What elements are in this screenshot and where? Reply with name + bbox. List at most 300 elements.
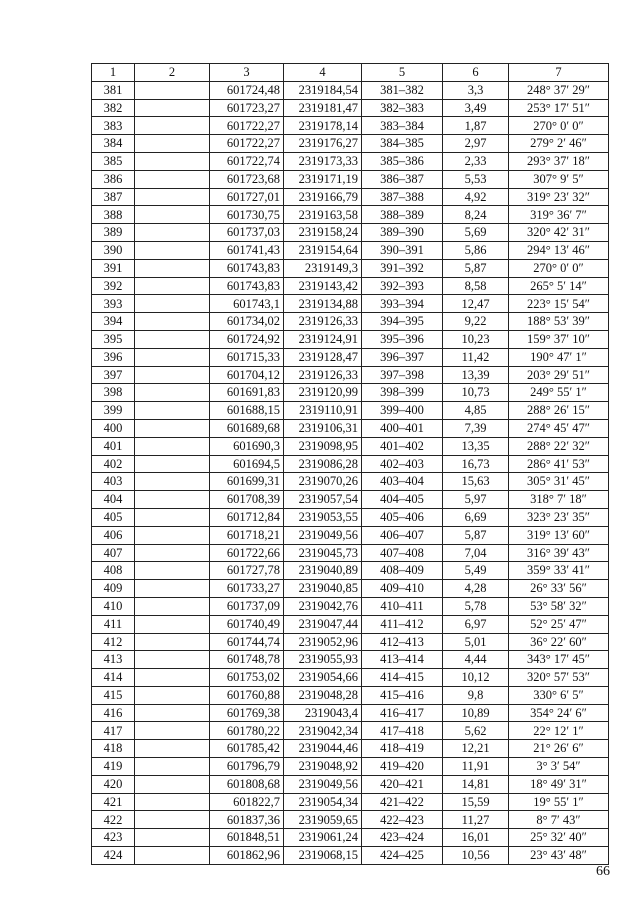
bearing-cell: 223° 15′ 54″ — [509, 295, 609, 313]
x-coordinate-cell: 601727,01 — [210, 188, 284, 206]
distance-cell: 6,97 — [443, 615, 509, 633]
x-coordinate-cell: 601743,1 — [210, 295, 284, 313]
bearing-cell: 286° 41′ 53″ — [509, 455, 609, 473]
segment-cell: 413–414 — [362, 651, 443, 669]
distance-cell: 9,8 — [443, 686, 509, 704]
point-number-cell: 402 — [92, 455, 135, 473]
bearing-cell: 293° 37′ 18″ — [509, 152, 609, 170]
y-coordinate-cell: 2319184,54 — [284, 81, 362, 99]
blank-cell-cell — [135, 793, 210, 811]
y-coordinate-cell: 2319054,34 — [284, 793, 362, 811]
y-coordinate-cell: 2319128,47 — [284, 348, 362, 366]
table-row — [92, 259, 609, 277]
x-coordinate-cell: 601808,68 — [210, 775, 284, 793]
y-coordinate-cell: 2319057,54 — [284, 491, 362, 509]
table-row — [92, 188, 609, 206]
bearing-cell: 25° 32′ 40″ — [509, 829, 609, 847]
y-coordinate-cell: 2319044,46 — [284, 740, 362, 758]
table-row — [92, 81, 609, 99]
bearing-cell: 270° 0′ 0″ — [509, 259, 609, 277]
table-row — [92, 366, 609, 384]
distance-cell: 2,33 — [443, 152, 509, 170]
point-number-cell: 386 — [92, 170, 135, 188]
table-row — [92, 758, 609, 776]
table-row — [92, 847, 609, 865]
table-row — [92, 740, 609, 758]
bearing-cell: 19° 55′ 1″ — [509, 793, 609, 811]
point-number-cell: 419 — [92, 758, 135, 776]
y-coordinate-cell: 2319173,33 — [284, 152, 362, 170]
bearing-cell: 26° 33′ 56″ — [509, 580, 609, 598]
distance-cell: 5,78 — [443, 597, 509, 615]
y-coordinate-cell: 2319163,58 — [284, 206, 362, 224]
point-number-cell: 400 — [92, 419, 135, 437]
table-row — [92, 384, 609, 402]
blank-cell-cell — [135, 580, 210, 598]
distance-cell: 7,39 — [443, 419, 509, 437]
bearing-cell: 305° 31′ 45″ — [509, 473, 609, 491]
segment-cell: 415–416 — [362, 686, 443, 704]
bearing-cell: 159° 37′ 10″ — [509, 330, 609, 348]
segment-cell: 396–397 — [362, 348, 443, 366]
point-number-cell: 409 — [92, 580, 135, 598]
distance-cell: 4,85 — [443, 402, 509, 420]
segment-cell: 417–418 — [362, 722, 443, 740]
segment-cell: 407–408 — [362, 544, 443, 562]
x-coordinate-cell: 601740,49 — [210, 615, 284, 633]
bearing-cell: 274° 45′ 47″ — [509, 419, 609, 437]
distance-cell: 5,62 — [443, 722, 509, 740]
x-coordinate-cell: 601691,83 — [210, 384, 284, 402]
y-coordinate-cell: 2319068,15 — [284, 847, 362, 865]
segment-cell: 402–403 — [362, 455, 443, 473]
point-number-cell: 410 — [92, 597, 135, 615]
x-coordinate-cell: 601743,83 — [210, 259, 284, 277]
distance-cell: 10,73 — [443, 384, 509, 402]
segment-cell: 406–407 — [362, 526, 443, 544]
blank-cell-cell — [135, 686, 210, 704]
distance-cell: 5,01 — [443, 633, 509, 651]
x-coordinate-cell: 601862,96 — [210, 847, 284, 865]
bearing-cell: 294° 13′ 46″ — [509, 241, 609, 259]
blank-cell-cell — [135, 313, 210, 331]
segment-cell: 398–399 — [362, 384, 443, 402]
y-coordinate-cell: 2319049,56 — [284, 775, 362, 793]
distance-cell: 15,63 — [443, 473, 509, 491]
point-number-cell: 389 — [92, 224, 135, 242]
x-coordinate-cell: 601733,27 — [210, 580, 284, 598]
distance-cell: 2,97 — [443, 135, 509, 153]
distance-cell: 7,04 — [443, 544, 509, 562]
column-header-4: 4 — [284, 64, 362, 82]
point-number-cell: 381 — [92, 81, 135, 99]
distance-cell: 14,81 — [443, 775, 509, 793]
segment-cell: 399–400 — [362, 402, 443, 420]
x-coordinate-cell: 601694,5 — [210, 455, 284, 473]
distance-cell: 5,97 — [443, 491, 509, 509]
y-coordinate-cell: 2319052,96 — [284, 633, 362, 651]
segment-cell: 392–393 — [362, 277, 443, 295]
segment-cell: 421–422 — [362, 793, 443, 811]
segment-cell: 387–388 — [362, 188, 443, 206]
distance-cell: 16,73 — [443, 455, 509, 473]
bearing-cell: 320° 57′ 53″ — [509, 669, 609, 687]
y-coordinate-cell: 2319045,73 — [284, 544, 362, 562]
segment-cell: 395–396 — [362, 330, 443, 348]
distance-cell: 8,58 — [443, 277, 509, 295]
page-number: 66 — [596, 864, 610, 879]
x-coordinate-cell: 601743,83 — [210, 277, 284, 295]
distance-cell: 10,89 — [443, 704, 509, 722]
x-coordinate-cell: 601796,79 — [210, 758, 284, 776]
blank-cell-cell — [135, 508, 210, 526]
point-number-cell: 387 — [92, 188, 135, 206]
point-number-cell: 401 — [92, 437, 135, 455]
x-coordinate-cell: 601712,84 — [210, 508, 284, 526]
point-number-cell: 420 — [92, 775, 135, 793]
bearing-cell: 319° 23′ 32″ — [509, 188, 609, 206]
table-row — [92, 829, 609, 847]
y-coordinate-cell: 2319086,28 — [284, 455, 362, 473]
y-coordinate-cell: 2319059,65 — [284, 811, 362, 829]
y-coordinate-cell: 2319176,27 — [284, 135, 362, 153]
x-coordinate-cell: 601699,31 — [210, 473, 284, 491]
y-coordinate-cell: 2319070,26 — [284, 473, 362, 491]
distance-cell: 10,12 — [443, 669, 509, 687]
point-number-cell: 403 — [92, 473, 135, 491]
bearing-cell: 323° 23′ 35″ — [509, 508, 609, 526]
bearing-cell: 330° 6′ 5″ — [509, 686, 609, 704]
bearing-cell: 249° 55′ 1″ — [509, 384, 609, 402]
table-row — [92, 580, 609, 598]
x-coordinate-cell: 601722,74 — [210, 152, 284, 170]
segment-cell: 385–386 — [362, 152, 443, 170]
table-row — [92, 206, 609, 224]
segment-cell: 422–423 — [362, 811, 443, 829]
blank-cell-cell — [135, 491, 210, 509]
table-row — [92, 633, 609, 651]
y-coordinate-cell: 2319040,89 — [284, 562, 362, 580]
segment-cell: 386–387 — [362, 170, 443, 188]
table-row — [92, 793, 609, 811]
table-row — [92, 402, 609, 420]
x-coordinate-cell: 601741,43 — [210, 241, 284, 259]
table-row — [92, 669, 609, 687]
point-number-cell: 416 — [92, 704, 135, 722]
table-row — [92, 491, 609, 509]
blank-cell-cell — [135, 455, 210, 473]
y-coordinate-cell: 2319053,55 — [284, 508, 362, 526]
segment-cell: 409–410 — [362, 580, 443, 598]
segment-cell: 408–409 — [362, 562, 443, 580]
point-number-cell: 385 — [92, 152, 135, 170]
blank-cell-cell — [135, 597, 210, 615]
point-number-cell: 390 — [92, 241, 135, 259]
bearing-cell: 265° 5′ 14″ — [509, 277, 609, 295]
y-coordinate-cell: 2319055,93 — [284, 651, 362, 669]
column-header-1: 1 — [92, 64, 135, 82]
table-row — [92, 686, 609, 704]
blank-cell-cell — [135, 704, 210, 722]
bearing-cell: 23° 43′ 48″ — [509, 847, 609, 865]
header-row — [92, 64, 609, 82]
point-number-cell: 413 — [92, 651, 135, 669]
y-coordinate-cell: 2319048,28 — [284, 686, 362, 704]
x-coordinate-cell: 601748,78 — [210, 651, 284, 669]
distance-cell: 12,47 — [443, 295, 509, 313]
point-number-cell: 382 — [92, 99, 135, 117]
table-row — [92, 117, 609, 135]
segment-cell: 405–406 — [362, 508, 443, 526]
segment-cell: 410–411 — [362, 597, 443, 615]
blank-cell-cell — [135, 188, 210, 206]
distance-cell: 10,23 — [443, 330, 509, 348]
table-row — [92, 473, 609, 491]
blank-cell-cell — [135, 81, 210, 99]
bearing-cell: 354° 24′ 6″ — [509, 704, 609, 722]
table-row — [92, 508, 609, 526]
bearing-cell: 8° 7′ 43″ — [509, 811, 609, 829]
table-row — [92, 277, 609, 295]
distance-cell: 8,24 — [443, 206, 509, 224]
bearing-cell: 18° 49′ 31″ — [509, 775, 609, 793]
y-coordinate-cell: 2319166,79 — [284, 188, 362, 206]
blank-cell-cell — [135, 152, 210, 170]
table-row — [92, 348, 609, 366]
x-coordinate-cell: 601715,33 — [210, 348, 284, 366]
y-coordinate-cell: 2319171,19 — [284, 170, 362, 188]
distance-cell: 4,92 — [443, 188, 509, 206]
y-coordinate-cell: 2319098,95 — [284, 437, 362, 455]
point-number-cell: 415 — [92, 686, 135, 704]
table-row — [92, 526, 609, 544]
column-header-2: 2 — [135, 64, 210, 82]
distance-cell: 5,87 — [443, 259, 509, 277]
point-number-cell: 394 — [92, 313, 135, 331]
blank-cell-cell — [135, 384, 210, 402]
table-row — [92, 597, 609, 615]
blank-cell-cell — [135, 669, 210, 687]
y-coordinate-cell: 2319110,91 — [284, 402, 362, 420]
y-coordinate-cell: 2319124,91 — [284, 330, 362, 348]
distance-cell: 5,69 — [443, 224, 509, 242]
blank-cell-cell — [135, 135, 210, 153]
segment-cell: 401–402 — [362, 437, 443, 455]
table-row — [92, 704, 609, 722]
segment-cell: 389–390 — [362, 224, 443, 242]
table-row — [92, 775, 609, 793]
bearing-cell: 248° 37′ 29″ — [509, 81, 609, 99]
bearing-cell: 21° 26′ 6″ — [509, 740, 609, 758]
point-number-cell: 392 — [92, 277, 135, 295]
table-row — [92, 651, 609, 669]
y-coordinate-cell: 2319061,24 — [284, 829, 362, 847]
blank-cell-cell — [135, 722, 210, 740]
bearing-cell: 253° 17′ 51″ — [509, 99, 609, 117]
bearing-cell: 279° 2′ 46″ — [509, 135, 609, 153]
blank-cell-cell — [135, 544, 210, 562]
x-coordinate-cell: 601727,78 — [210, 562, 284, 580]
blank-cell-cell — [135, 526, 210, 544]
y-coordinate-cell: 2319181,47 — [284, 99, 362, 117]
x-coordinate-cell: 601689,68 — [210, 419, 284, 437]
segment-cell: 390–391 — [362, 241, 443, 259]
y-coordinate-cell: 2319043,4 — [284, 704, 362, 722]
bearing-cell: 343° 17′ 45″ — [509, 651, 609, 669]
segment-cell: 397–398 — [362, 366, 443, 384]
x-coordinate-cell: 601724,48 — [210, 81, 284, 99]
point-number-cell: 418 — [92, 740, 135, 758]
point-number-cell: 399 — [92, 402, 135, 420]
point-number-cell: 414 — [92, 669, 135, 687]
bearing-cell: 188° 53′ 39″ — [509, 313, 609, 331]
bearing-cell: 316° 39′ 43″ — [509, 544, 609, 562]
segment-cell: 423–424 — [362, 829, 443, 847]
table-row — [92, 135, 609, 153]
blank-cell-cell — [135, 437, 210, 455]
blank-cell-cell — [135, 170, 210, 188]
column-header-7: 7 — [509, 64, 609, 82]
x-coordinate-cell: 601837,36 — [210, 811, 284, 829]
blank-cell-cell — [135, 847, 210, 865]
x-coordinate-cell: 601737,09 — [210, 597, 284, 615]
bearing-cell: 36° 22′ 60″ — [509, 633, 609, 651]
bearing-cell: 53° 58′ 32″ — [509, 597, 609, 615]
table-row — [92, 811, 609, 829]
point-number-cell: 411 — [92, 615, 135, 633]
distance-cell: 9,22 — [443, 313, 509, 331]
bearing-cell: 288° 26′ 15″ — [509, 402, 609, 420]
distance-cell: 11,91 — [443, 758, 509, 776]
point-number-cell: 395 — [92, 330, 135, 348]
table-row — [92, 455, 609, 473]
blank-cell-cell — [135, 366, 210, 384]
table-row — [92, 615, 609, 633]
x-coordinate-cell: 601722,27 — [210, 135, 284, 153]
x-coordinate-cell: 601722,66 — [210, 544, 284, 562]
x-coordinate-cell: 601822,7 — [210, 793, 284, 811]
distance-cell: 5,86 — [443, 241, 509, 259]
table-row — [92, 224, 609, 242]
point-number-cell: 388 — [92, 206, 135, 224]
y-coordinate-cell: 2319040,85 — [284, 580, 362, 598]
distance-cell: 5,87 — [443, 526, 509, 544]
segment-cell: 381–382 — [362, 81, 443, 99]
point-number-cell: 398 — [92, 384, 135, 402]
x-coordinate-cell: 601723,27 — [210, 99, 284, 117]
y-coordinate-cell: 2319134,88 — [284, 295, 362, 313]
blank-cell-cell — [135, 259, 210, 277]
segment-cell: 424–425 — [362, 847, 443, 865]
point-number-cell: 412 — [92, 633, 135, 651]
bearing-cell: 203° 29′ 51″ — [509, 366, 609, 384]
coordinates-table — [91, 63, 609, 865]
x-coordinate-cell: 601848,51 — [210, 829, 284, 847]
column-header-3: 3 — [210, 64, 284, 82]
blank-cell-cell — [135, 829, 210, 847]
point-number-cell: 404 — [92, 491, 135, 509]
distance-cell: 5,53 — [443, 170, 509, 188]
x-coordinate-cell: 601718,21 — [210, 526, 284, 544]
table-row — [92, 419, 609, 437]
bearing-cell: 22° 12′ 1″ — [509, 722, 609, 740]
table-body — [92, 81, 609, 864]
distance-cell: 4,28 — [443, 580, 509, 598]
table-row — [92, 295, 609, 313]
blank-cell-cell — [135, 348, 210, 366]
bearing-cell: 320° 42′ 31″ — [509, 224, 609, 242]
blank-cell-cell — [135, 473, 210, 491]
segment-cell: 384–385 — [362, 135, 443, 153]
y-coordinate-cell: 2319106,31 — [284, 419, 362, 437]
segment-cell: 393–394 — [362, 295, 443, 313]
x-coordinate-cell: 601722,27 — [210, 117, 284, 135]
blank-cell-cell — [135, 99, 210, 117]
table-row — [92, 562, 609, 580]
y-coordinate-cell: 2319154,64 — [284, 241, 362, 259]
blank-cell-cell — [135, 775, 210, 793]
y-coordinate-cell: 2319049,56 — [284, 526, 362, 544]
segment-cell: 418–419 — [362, 740, 443, 758]
table-row — [92, 241, 609, 259]
y-coordinate-cell: 2319143,42 — [284, 277, 362, 295]
y-coordinate-cell: 2319126,33 — [284, 313, 362, 331]
x-coordinate-cell: 601780,22 — [210, 722, 284, 740]
point-number-cell: 396 — [92, 348, 135, 366]
distance-cell: 1,87 — [443, 117, 509, 135]
bearing-cell: 359° 33′ 41″ — [509, 562, 609, 580]
segment-cell: 420–421 — [362, 775, 443, 793]
blank-cell-cell — [135, 117, 210, 135]
table-row — [92, 437, 609, 455]
segment-cell: 419–420 — [362, 758, 443, 776]
distance-cell: 10,56 — [443, 847, 509, 865]
segment-cell: 400–401 — [362, 419, 443, 437]
point-number-cell: 424 — [92, 847, 135, 865]
distance-cell: 16,01 — [443, 829, 509, 847]
y-coordinate-cell: 2319158,24 — [284, 224, 362, 242]
x-coordinate-cell: 601734,02 — [210, 313, 284, 331]
distance-cell: 3,3 — [443, 81, 509, 99]
point-number-cell: 405 — [92, 508, 135, 526]
blank-cell-cell — [135, 241, 210, 259]
y-coordinate-cell: 2319126,33 — [284, 366, 362, 384]
point-number-cell: 384 — [92, 135, 135, 153]
y-coordinate-cell: 2319054,66 — [284, 669, 362, 687]
distance-cell: 13,39 — [443, 366, 509, 384]
column-header-6: 6 — [443, 64, 509, 82]
table-row — [92, 330, 609, 348]
blank-cell-cell — [135, 295, 210, 313]
segment-cell: 414–415 — [362, 669, 443, 687]
point-number-cell: 422 — [92, 811, 135, 829]
bearing-cell: 52° 25′ 47″ — [509, 615, 609, 633]
x-coordinate-cell: 601753,02 — [210, 669, 284, 687]
point-number-cell: 391 — [92, 259, 135, 277]
distance-cell: 4,44 — [443, 651, 509, 669]
point-number-cell: 406 — [92, 526, 135, 544]
point-number-cell: 383 — [92, 117, 135, 135]
table-row — [92, 152, 609, 170]
blank-cell-cell — [135, 633, 210, 651]
segment-cell: 394–395 — [362, 313, 443, 331]
blank-cell-cell — [135, 811, 210, 829]
x-coordinate-cell: 601730,75 — [210, 206, 284, 224]
bearing-cell: 318° 7′ 18″ — [509, 491, 609, 509]
point-number-cell: 397 — [92, 366, 135, 384]
blank-cell-cell — [135, 562, 210, 580]
point-number-cell: 408 — [92, 562, 135, 580]
